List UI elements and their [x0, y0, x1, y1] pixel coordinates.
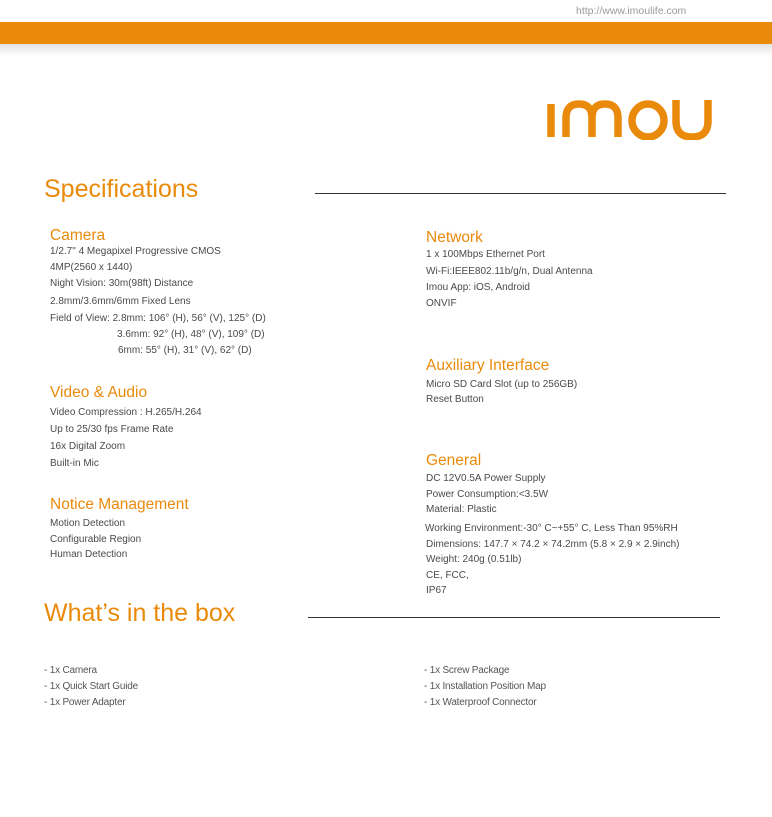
network-specs	[426, 249, 593, 314]
notice-management-heading: Notice Management	[50, 496, 189, 513]
spec-line: 16x Digital Zoom	[50, 441, 126, 452]
box-items-left	[44, 663, 138, 711]
spec-line: DC 12V0.5A Power Supply	[426, 473, 546, 484]
imou-logo	[546, 96, 712, 140]
auxiliary-interface-specs	[426, 379, 577, 409]
network-heading: Network	[426, 229, 483, 246]
spec-line: Motion Detection	[50, 518, 126, 529]
specifications-title: Specifications	[44, 175, 199, 203]
header-bar-shadow	[0, 44, 772, 56]
camera-heading: Camera	[50, 227, 106, 244]
specifications-divider	[315, 193, 726, 194]
spec-line: 6mm: 55° (H), 31° (V), 62° (D)	[118, 345, 252, 356]
box-item: - 1x Installation Position Map	[424, 681, 546, 692]
spec-line: 1 x 100Mbps Ethernet Port	[426, 249, 545, 260]
spec-line: 3.6mm: 92° (H), 48° (V), 109° (D)	[117, 329, 265, 340]
spec-line: Weight: 240g (0.51lb)	[426, 554, 522, 565]
box-item: - 1x Quick Start Guide	[44, 681, 138, 692]
spec-line: Built-in Mic	[50, 458, 99, 469]
notice-management-specs	[50, 518, 141, 564]
spec-line: Night Vision: 30m(98ft) Distance	[50, 278, 194, 289]
spec-line: Wi-Fi:IEEE802.11b/g/n, Dual Antenna	[426, 266, 593, 277]
video-audio-heading: Video & Audio	[50, 384, 148, 401]
general-heading: General	[426, 452, 482, 469]
spec-line: 4MP(2560 x 1440)	[50, 262, 133, 273]
box-items-right	[424, 663, 546, 711]
spec-line: Imou App: iOS, Android	[426, 282, 530, 293]
camera-specs	[50, 246, 266, 361]
spec-line: Micro SD Card Slot (up to 256GB)	[426, 379, 578, 390]
whats-in-the-box-title: What’s in the box	[44, 599, 236, 627]
spec-line: Configurable Region	[50, 534, 142, 545]
box-item: - 1x Waterproof Connector	[424, 697, 537, 708]
spec-line: Power Consumption:<3.5W	[426, 489, 549, 500]
spec-line: 2.8mm/3.6mm/6mm Fixed Lens	[50, 296, 191, 307]
spec-line: CE, FCC,	[426, 570, 469, 581]
spec-line: Working Environment:-30° C~+55° C, Less Than 95%RH	[425, 523, 678, 534]
spec-line: ONVIF	[426, 298, 457, 309]
auxiliary-interface-heading: Auxiliary Interface	[426, 357, 550, 374]
video-audio-specs	[50, 407, 202, 475]
box-item: - 1x Power Adapter	[44, 697, 126, 708]
spec-line: Reset Button	[426, 394, 484, 405]
spec-line: 1/2.7" 4 Megapixel Progressive CMOS	[50, 246, 221, 257]
website-url[interactable]: http://www.imoulife.com	[576, 5, 687, 17]
spec-line: Field of View: 2.8mm: 106° (H), 56° (V), 125° (D)	[50, 313, 266, 324]
box-item: - 1x Camera	[44, 665, 97, 676]
box-item: - 1x Screw Package	[424, 665, 510, 676]
spec-line: IP67	[426, 585, 447, 596]
spec-line: Material: Plastic	[426, 504, 497, 515]
general-specs	[426, 473, 679, 600]
spec-line: Dimensions: 147.7 × 74.2 × 74.2mm (5.8 × 2.9 × 2.9inch)	[426, 539, 680, 550]
spec-line: Up to 25/30 fps Frame Rate	[50, 424, 174, 435]
spec-line: Video Compression : H.265/H.264	[50, 407, 202, 418]
box-divider	[308, 617, 720, 618]
spec-line: Human Detection	[50, 549, 128, 560]
header-bar	[0, 22, 772, 44]
